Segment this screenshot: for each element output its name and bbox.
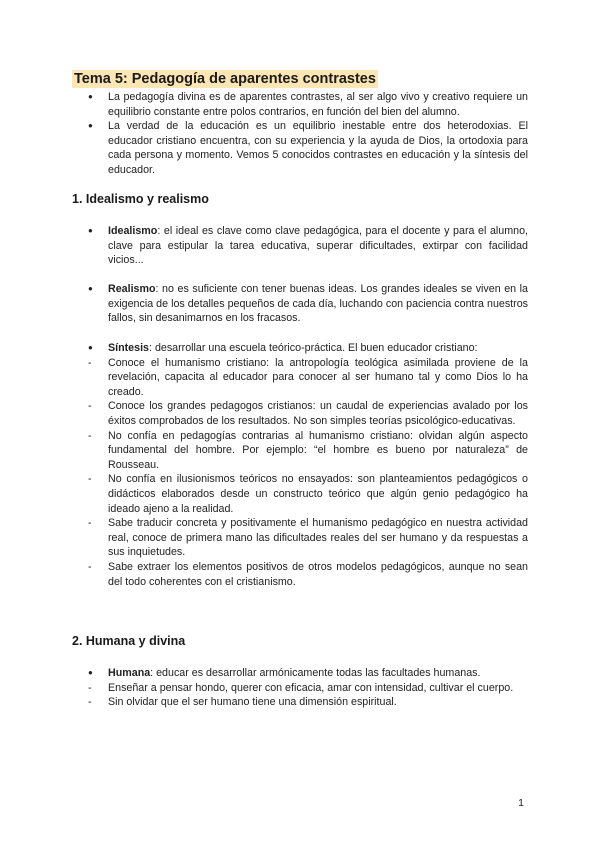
section-1-heading: 1. Idealismo y realismo [72, 192, 209, 206]
sintesis-term: Síntesis [108, 342, 149, 354]
intro-bullet-1: ● La pedagogía divina es de aparentes contrastes, al ser algo vivo y creativo requiere un equilibrio constante entre polos contrarios, en función del bien del alumno. [72, 90, 528, 119]
humana-term: Humana [108, 667, 151, 679]
intro-list [72, 90, 528, 178]
section-2-heading: 2. Humana y divina [72, 634, 186, 648]
sintesis-item-5: - Sabe traducir concreta y positivamente el humanismo pedagógico en nuestra actividad real, conoce de primera mano las dificultades reales del ser humano y da respuestas a sus inquietudes. [72, 516, 528, 560]
idealismo-text: : el ideal es clave como clave pedagógica, para el docente y para el alumno, clave para estipular la tarea educativa, superar dificultades, extirpar con facilidad vicios... [108, 225, 528, 267]
sintesis-item-2: - Conoce los grandes pedagogos cristianos: un caudal de experiencias avalado por los éxitos comprobados de los resultados. No son simples teorías psicológico-educativas. [72, 399, 528, 428]
idealismo-term: Idealismo [108, 225, 158, 237]
humana-text: : educar es desarrollar armónicamente todas las facultades humanas. [150, 667, 481, 679]
sintesis-item [72, 341, 528, 589]
humana-item-1: - Enseñar a pensar hondo, querer con eficacia, amar con intensidad, cultivar el cuerpo. [72, 681, 528, 696]
sintesis-item-6: - Sabe extraer los elementos positivos de otros modelos pedagógicos, aunque no sean del todo coherentes con el cristianismo. [72, 560, 528, 589]
sintesis-item-3: - No confía en pedagogías contrarias al humanismo cristiano: olvidan algún aspecto fundamental del hombre. Por ejemplo: “el hombre es bueno por naturaleza” de Rousseau. [72, 429, 528, 473]
realismo-text: : no es suficiente con tener buenas ideas. Los grandes ideales se viven en la exigencia de los detalles pequeños de cada día, luchando con paciencia contra nuestros fallos, sin desanimarnos en los fracasos. [108, 283, 528, 325]
humana-item-2: - Sin olvidar que el ser humano tiene una dimensión espiritual. [72, 695, 528, 710]
humana-item [72, 666, 528, 710]
sintesis-item-4: - No confía en ilusionismos teóricos no ensayados: son planteamientos pedagógicos o didácticos elaborados desde un constructo teórico que algún genio pedagógico ha ideado ajeno a la realidad. [72, 472, 528, 516]
humana-list [72, 681, 528, 710]
page-number: 1 [518, 797, 524, 809]
idealismo-paragraph [72, 224, 528, 268]
sintesis-item-1: - Conoce el humanismo cristiano: la antropología teológica asimilada proviene de la revelación, capacita al educador para conocer al ser humano tal y como Dios lo ha creado. [72, 356, 528, 400]
intro-bullet-2: ● La verdad de la educación es un equilibrio inestable entre dos heterodoxias. El educador cristiano encuentra, con su experiencia y la ayuda de Dios, la ortodoxia para cada persona y momento. Vemos 5 conocidos contrastes en educación y la síntesis del educador. [72, 119, 528, 177]
sintesis-text: : desarrollar una escuela teórico-práctica. El buen educador cristiano: [149, 342, 478, 354]
page-title: Tema 5: Pedagogía de aparentes contrastes [74, 71, 376, 87]
idealismo-item [72, 224, 528, 268]
page-header [72, 70, 528, 178]
realismo-term: Realismo [108, 283, 156, 295]
realismo-paragraph [72, 282, 528, 326]
humana-paragraph [72, 666, 528, 681]
realismo-item [72, 282, 528, 326]
sintesis-list [72, 356, 528, 590]
sintesis-paragraph [72, 341, 528, 356]
